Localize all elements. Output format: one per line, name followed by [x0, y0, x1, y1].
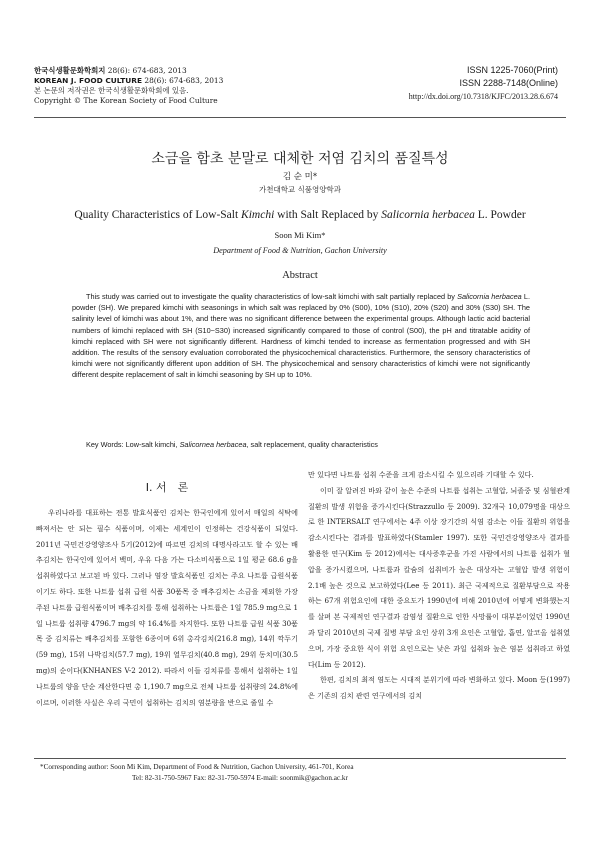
abstract-heading: Abstract [282, 270, 318, 281]
title-en-part3: L. Powder [474, 209, 526, 221]
title-korean: 소금을 함초 분말로 대체한 저염 김치의 품질특성 [151, 151, 449, 167]
doi-link[interactable]: http://dx.doi.org/10.7318/KJFC/2013.28.6.674 [408, 92, 558, 101]
section-heading-introduction: Ⅰ. 서 론 [145, 481, 189, 494]
paragraph: 이미 잘 알려진 바와 같이 높은 수준의 나트륨 섭취는 고혈압, 뇌졸중 및 심혈관계 질환의 발생 위험을 증가시킨다(Strazzullo 등 2009). 32개국 10,079명을 대상으로 한 INTERSALT 연구에서는 4주 이상 장기간의 식염 감소는 이들 질환의 위험을 감소시킨다는 결과를 발표하였다(Stamler 1997). 또한 국민건강영양조사 결과를 활용한 연구(Kim 등 2012)에서는 대사증후군을 가진 사람에서의 나트륨 섭취가 혈압을 증가시켰으며, 나트륨과 칼슘의 섭취비가 높은 대상자는 고혈압 발생 위험이 2.1배 높은 것으로 보고하였다(Lee 등 2011). 최근 국제적으로 질환부담으로 작용하는 67개 위험요인에 대한 중요도가 1990년에 비해 2010년에 어떻게 변화했는지를 살펴 본 국제적인 연구결과 감염성 질환으로 인한 사망률이 대부분이었던 1990년과 달리 2010년의 국제 질병 부담 요인 상위 3개 요인은 고혈압, 흡연, 알코올 섭취였으며, 가장 중요한 식이 위험 요인으로는 낮은 과일 섭취와 높은 염분 섭취라고 하였다(Lim 등 2012). [308, 485, 570, 669]
footnote-corresponding-author: *Corresponding author: Soon Mi Kim, Department of Food & Nutrition, Gachon University, 461-701, Korea [40, 763, 354, 771]
keywords-pre: Low-salt kimchi, [123, 440, 180, 449]
affiliation-english: Department of Food & Nutrition, Gachon University [213, 246, 387, 255]
title-en-part2: with Salt Replaced by [274, 209, 382, 221]
journal-ref-en: 28(6): 674-683, 2013 [142, 76, 224, 85]
title-en-italic2: Salicornia herbacea [381, 209, 475, 221]
abstract-text-post: L. powder (SH). We prepared kimchi with seasonings in which salt was replaced by 0% (S00), 10% (S10), 20% (S20) and 30% (S30) SH. The salinity level of kimchi was about 1%, and there was no significant difference between the experimental groups. Although lactic acid bacterial numbers of kimchi replaced with SH (S10~S30) increased significantly compared to those of control (S00), the pH and titratable acidity of kimchi replaced with SH were not significantly different. Hardness of kimchi tended to increase as fermentation progressed and with SH addition. The results of the sensory evaluation corroborated the physicochemical characteristics. Furthermore, the sensory characteristics of kimchi were not significantly different upon addition of SH. The physicochemical and sensory characteristics of kimchi were not significantly different despite replacement of salt in kimchi seasoning by SH up to 10%. [72, 292, 530, 380]
title-en-part1: Quality Characteristics of Low-Salt [74, 209, 242, 221]
affiliation-korean: 가천대학교 식품영양학과 [258, 185, 342, 194]
author-english: Soon Mi Kim* [274, 230, 326, 240]
footnote-rule [34, 758, 566, 759]
footnote [40, 762, 354, 784]
header-rule [34, 117, 566, 118]
abstract-text-italic: Salicornia herbacea [457, 292, 522, 301]
journal-name-kr: 한국식생활문화학회지 [34, 66, 106, 75]
issn-online: ISSN 2288-7148(Online) [459, 78, 558, 88]
paragraph: 우리나라를 대표하는 전통 발효식품인 김치는 한국인에게 있어서 매일의 식탁에 빠져서는 안 되는 필수 식품이며, 이제는 세계인이 인정하는 건강식품이 되었다. 2011년 국민건강영양조사 5기(2012)에 따르면 김치의 대명사라고도 할 수 있는 배추김치는 한국인에 있어서 백미, 우유 다음 가는 다소비식품으로 1일 평균 68.6 g을 섭취하였다고 보고된 바 있다. 그러나 염장 발효식품인 김치는 주요 나트륨 급원식품이기도 하다. 또한 나트륨 섭취 급원 식품 30품목 중 배추김치는 소금을 제외한 가장 주된 나트륨 급원식품이며 배추김치를 통해 섭취하는 나트륨은 1일 785.9 mg으로 1일 나트륨 섭취량 4796.7 mg의 약 16.4%를 차지한다. 또한 나트륨 급원 식품 30품목 중 김치류는 배추김치를 포함한 6종이며 6위 총각김치(216.8 mg), 14위 깍두기(59 mg), 15위 나박김치(57.7 mg), 19위 열무김치(40.8 mg), 29위 동치미(30.5 mg)의 순이다(KNHANES V-2 2012). 따라서 이들 김치류를 통해서 섭취하는 1일 나트륨의 양을 단순 계산한다면 총 1,190.7 mg으로 전체 나트륨 섭취량의 24.8%에 이르며, 이러한 사실은 우리 국민이 섭취하는 김치의 염분량을 반으로 줄일 수 [36, 508, 298, 707]
abstract-body [72, 291, 530, 381]
keywords-italic: Salicornea herbacea [179, 440, 247, 449]
abstract-text-pre: This study was carried out to investigate the quality characteristics of low-salt kimchi with salt partially replaced by [86, 292, 458, 301]
keywords-post: , salt replacement, quality characteristics [246, 440, 378, 449]
journal-name-en: KOREAN J. FOOD CULTURE [34, 76, 143, 85]
copyright-kr: 본 논문의 저작권은 한국식생활문화학회에 있음. [34, 86, 189, 95]
author-korean: 김 순 미* [282, 172, 318, 182]
keywords-label: Key Words: [86, 440, 124, 449]
journal-ref-kr: 28(6): 674-683, 2013 [105, 66, 187, 75]
right-column [308, 467, 570, 704]
keywords [86, 440, 378, 449]
issn-print: ISSN 1225-7060(Print) [466, 65, 558, 75]
journal-header [34, 66, 223, 106]
issn-block [409, 64, 558, 103]
left-column [36, 505, 298, 710]
copyright-en: Copyright © The Korean Society of Food Culture [34, 96, 218, 105]
title-en-italic1: Kimchi [241, 209, 275, 221]
title-english [0, 209, 600, 221]
paragraph: 만 있다면 나트륨 섭취 수준을 크게 감소시킬 수 있으리라 기대할 수 있다. [308, 470, 534, 479]
footnote-contact: Tel: 82-31-750-5967 Fax: 82-31-750-5974 E-mail: soonmik@gachon.ac.kr [132, 774, 348, 782]
paragraph: 한편, 김치의 최적 염도는 시대적 분위기에 따라 변화하고 있다. Moon 등(1997)은 기존의 김치 관련 연구에서의 김치 [308, 675, 570, 701]
